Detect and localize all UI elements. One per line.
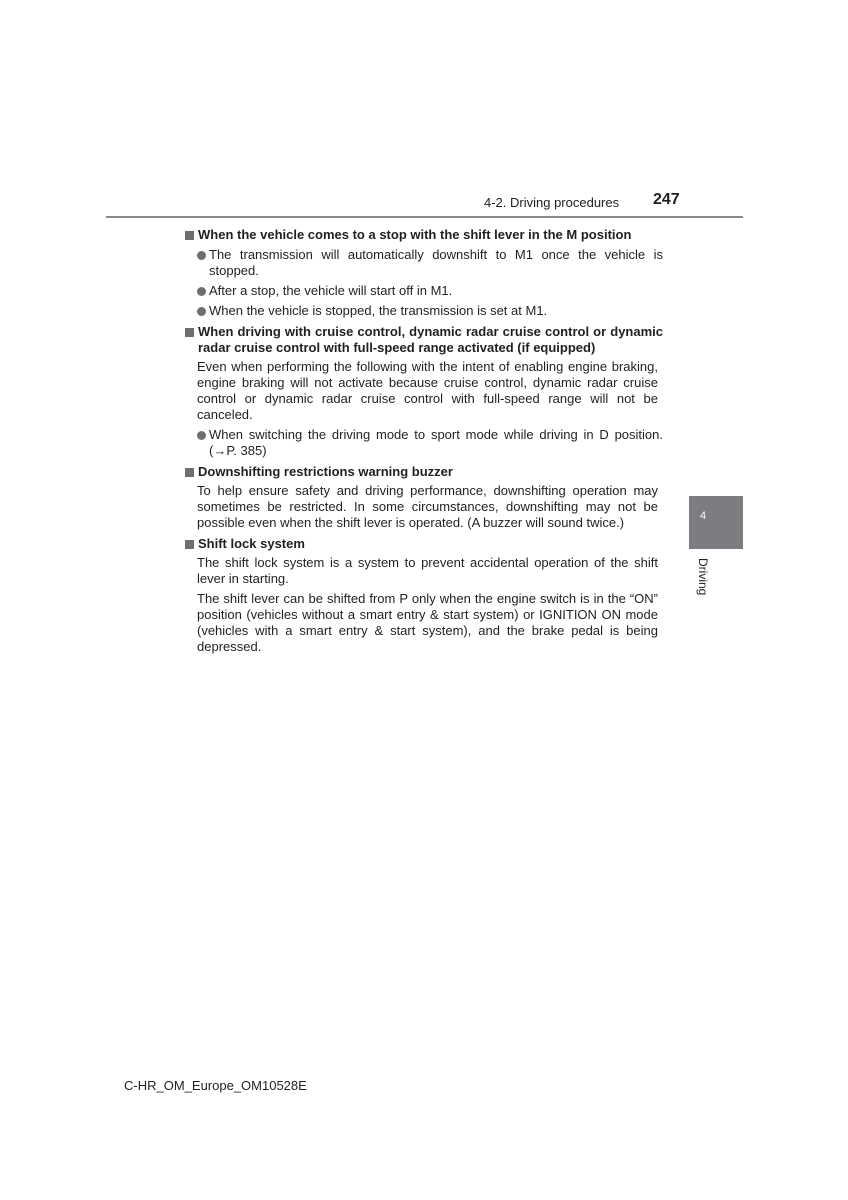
section-heading-text: Shift lock system [198,536,305,551]
circle-bullet-icon [197,251,206,260]
section-heading [185,227,663,243]
square-bullet-icon [185,231,194,240]
section-heading [185,464,663,480]
chapter-name: Driving [696,558,710,596]
section-heading [185,536,663,552]
list-item [197,303,663,319]
circle-bullet-icon [197,431,206,440]
chapter-tab [689,496,743,549]
document-code: C-HR_OM_Europe_OM10528E [124,1078,307,1093]
section-heading [185,324,663,356]
list-item [197,283,663,299]
list-item-text: When the vehicle is stopped, the transmission is set at M1. [209,303,548,318]
page-content [185,224,663,655]
circle-bullet-icon [197,287,206,296]
section-heading-text: Downshifting restrictions warning buzzer [198,464,453,479]
square-bullet-icon [185,468,194,477]
header-divider [106,216,743,218]
section-heading-text: When driving with cruise control, dynamic radar cruise control or dynamic radar cruise control with full-speed range activated (if equipped) [198,324,663,355]
list-item-text: The transmission will automatically downshift to M1 once the vehicle is stopped. [209,247,663,278]
page-number: 247 [653,191,680,208]
paragraph: The shift lever can be shifted from P only when the engine switch is in the “ON” position (vehicles without a smart entry & start system) or IGNITION ON mode (vehicles with a smart entry & start system), and the brake pedal is being depressed. [197,591,658,654]
paragraph: Even when performing the following with the intent of enabling engine braking, engine braking will not activate because cruise control, dynamic radar cruise control or dynamic radar cruise control with full-speed range will not be canceled. [197,359,658,422]
section-heading-text: When the vehicle comes to a stop with the shift lever in the M position [198,227,632,242]
square-bullet-icon [185,540,194,549]
chapter-number: 4 [699,510,707,522]
list-item [197,427,663,459]
list-item-text: When switching the driving mode to sport mode while driving in D position. (→P. 385) [209,427,663,458]
section-title: 4-2. Driving procedures [484,195,620,210]
list-item-text: After a stop, the vehicle will start off in M1. [209,283,453,298]
list-item [197,247,663,279]
paragraph: The shift lock system is a system to prevent accidental operation of the shift lever in starting. [197,555,658,586]
paragraph: To help ensure safety and driving performance, downshifting operation may sometimes be restricted. In some circumstances, downshifting may not be possible even when the shift lever is operated. (A buzzer will sound twice.) [197,483,658,530]
circle-bullet-icon [197,307,206,316]
square-bullet-icon [185,328,194,337]
